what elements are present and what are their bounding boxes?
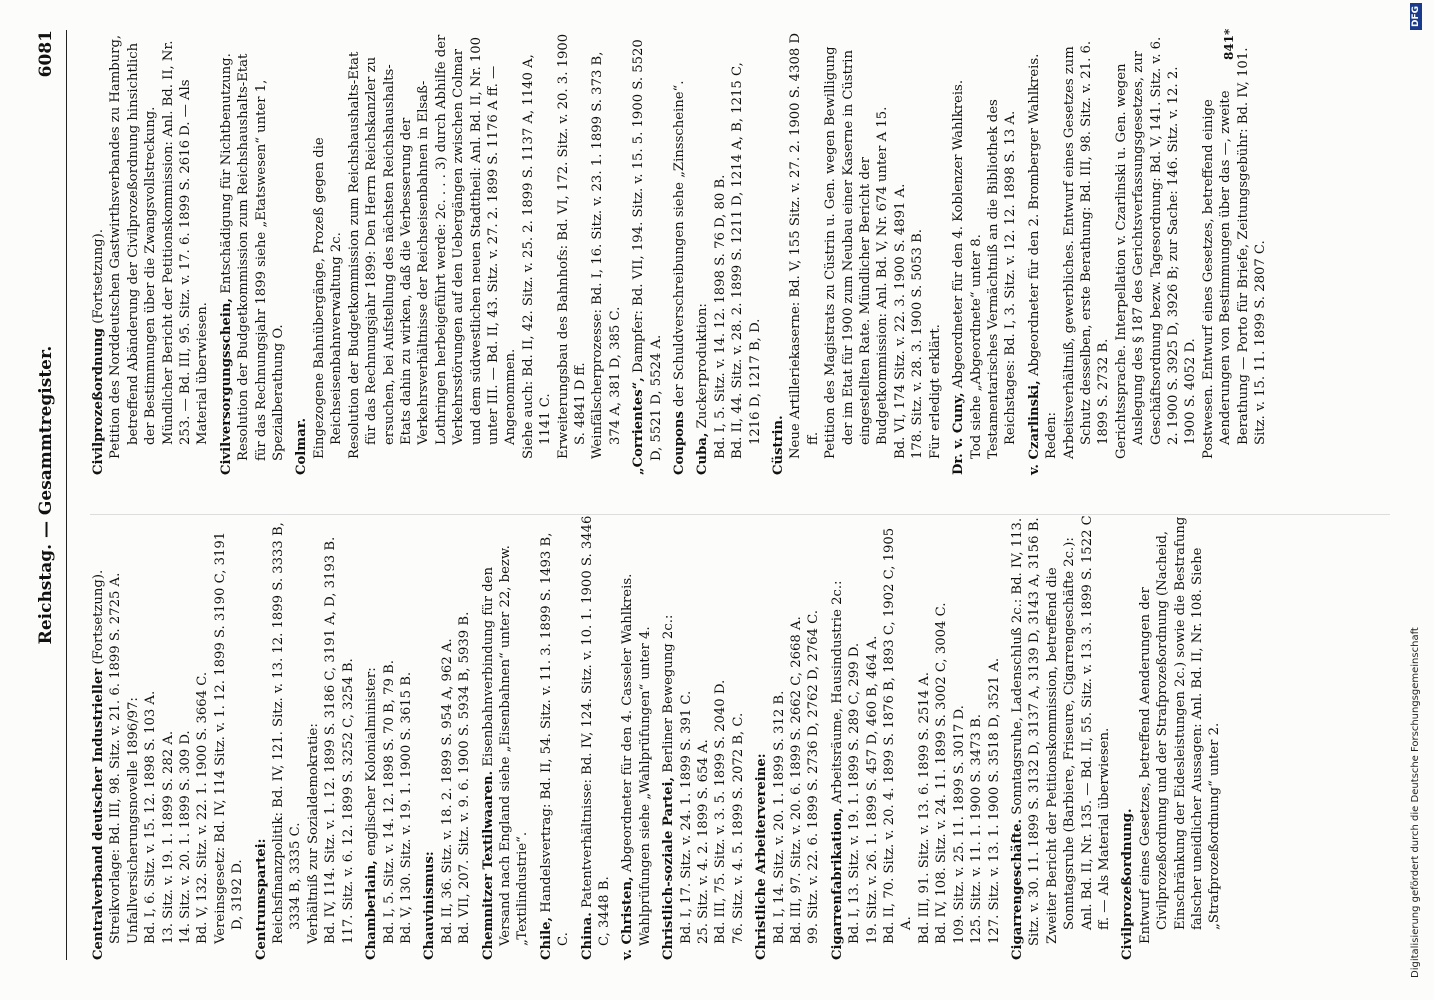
entry-reference: Siehe auch: Bd. II, 42. Sitz. v. 25. 2. 1899 S. 1137 A, 1140 A, 1141 C. [520, 54, 554, 459]
entry-keyword: Christliche Arbeitervereine: [754, 753, 770, 960]
entry-reference: Bd. II, 44. Sitz. v. 28. 2. 1899 S. 1211 D, 1214 A, B, 1215 C, 1216 D, 1217 B, D. [730, 62, 763, 459]
entry-heading-line [630, 30, 665, 475]
entry-keyword: Dr. v. Cuny, [951, 392, 967, 475]
entry-text: Abgeordneter für den 4. Koblenzer Wahlkreis. [951, 79, 967, 393]
entry-text: der Schuldverschreibungen siehe „Zinsscheine“. [672, 80, 687, 412]
entry-heading-line [90, 30, 107, 475]
index-entry [538, 515, 573, 960]
entry-heading-line [829, 515, 846, 960]
entry-reference: Bd. III, 91. Sitz. v. 13. 6. 1899 S. 2514 A. [916, 672, 932, 944]
entry-keyword: Centralverband deutscher Industrieller [91, 668, 106, 960]
entry-text: englischer Kolonialminister: [364, 667, 380, 861]
entry-reference: Bd. V, 130. Sitz. v. 19. 1. 1900 S. 3615 B. [398, 671, 414, 944]
entry-text: (Fortsetzung). [91, 229, 106, 328]
dfg-logo: DFG [1410, 3, 1422, 30]
page-title: Reichstag. — Gesammtregister. [36, 345, 56, 645]
entry-reference: 109. Sitz. v. 25. 11. 1899 S. 3017 D. [951, 705, 967, 944]
entry-keyword: Christlich-soziale Partei, [661, 776, 677, 960]
entry-reference: 25. Sitz. v. 4. 2. 1899 S. 654 A. [696, 739, 711, 944]
entry-reference: Reichsfinanzpolitik: Bd. IV, 121. Sitz. v. 13. 12. 1899 S. 3333 B, 3334 B, 3335 C. [271, 522, 304, 944]
entry-reference: Gerichtssprache. Interpellation v. Czarlinski u. Gen. wegen Auslegung des § 187 des Gerichtsverfassungsgesetzes, zur Geschäftsordnung bezw. Tagesordnung: Bd. V, 141. Sitz. v. 6. 2. 1900 S. 3925 D, 3926 B; zur Sache: 146. Sitz. v. 12. 2. 1900 S. 4052 D. [1113, 36, 1199, 459]
entry-reference: Bd. I, 5. Sitz. v. 14. 12. 1898 S. 70 B, 79 B. [381, 660, 397, 944]
entry-reference: Zweiter Bericht der Petitionskommission, betreffend die Sonntagsruhe (Barbiere, Friseure, Cigarrengeschäfte 2c.): Anl. Bd. II, Nr. 135. — Bd. II, 55. Sitz. v. 13. 3. 1899 S. 1522 C ff. — Als Material überwiesen. [1044, 515, 1112, 944]
entry-text: Entschädigung für Nichtbenutzung. Resolution der Budgetkommission zum Reichshaushalts-Etat für das Rechnungsjahr 1899 siehe „Etatswesen“ unter 1, Spezialberathung O. [218, 53, 287, 461]
entry-reference: Bd. III, 97. Sitz. v. 20. 6. 1899 S. 2662 C, 2668 A. [789, 616, 805, 944]
entry-keyword: Colmar. [294, 417, 310, 475]
entry-reference: Entwurf eines Gesetzes, betreffend Aenderungen der Civilprozeßordnung und der Strafprozeßordnung (Nacheid, Einschränkung der Eidesleistungen 2c.) sowie die Bestrafung falscher uneidlicher Aussagen: Anl. Bd. II, Nr. 108. Siehe „Strafprozeßordnung“ unter 2. [1137, 516, 1223, 944]
entry-reference: Neue Artilleriekaserne: Bd. V, 155 Sitz. v. 27. 2. 1900 S. 4308 D ff. [788, 32, 821, 459]
index-entry [90, 515, 247, 960]
entry-heading-line [770, 30, 787, 475]
entry-keyword: v. Christen, [620, 876, 636, 960]
index-entry [363, 515, 415, 960]
index-entry [253, 515, 357, 960]
entry-keyword: „Corrientes“, [631, 377, 647, 475]
entry-reference: Petition des Norddeutschen Gastwirthsverbandes zu Hamburg, betreffend Abänderung der Civilprozeßordnung hinsichtlich der Bestimmungen über die Zwangsvollstreckung. Mündlicher Bericht der Petitionskommission: Anl. Bd. II, Nr. 253. — Bd. III, 95. Sitz. v. 17. 6. 1899 S. 2616 D. — Als Material überwiesen. [108, 34, 211, 459]
entry-heading-line [253, 515, 270, 960]
entry-reference: Resolution der Budgetkommission zum Reichshaushalts-Etat für das Rechnungsjahr 1899: Den Herrn Reichskanzler zu ersuchen, bei Aufstellung des nächsten Reichshaushalts-Etats dahin zu wirken, daß die Verbesserung der Verkehrsverhältnisse der Reichseisenbahnen in Elsaß-Lothringen herbeigeführt werde: 2c. . . . 3) durch Abhilfe der Verkehrsstörungen auf den Uebergängen zwischen Colmar und dem südwestlichen neuen Stadttheil: Anl. Bd. II, Nr. 100 unter III. — Bd. II, 43. Sitz. v. 27. 2. 1899 S. 1176 A ff. — Angenommen. [346, 34, 519, 459]
entry-reference: Bd. III, 75. Sitz. v. 3. 5. 1899 S. 2040 D. [713, 679, 729, 944]
left-column [90, 515, 1230, 960]
index-entry [619, 515, 654, 960]
entry-text: Patentverhältnisse: Bd. IV, 124. Sitz. v. 10. 1. 1900 S. 3446 C, 3448 B. [579, 515, 612, 946]
entry-keyword: Cuba, [695, 432, 711, 475]
entry-text: Dampfer: Bd. VII, 194. Sitz. v. 15. 5. 1900 S. 5520 D, 5521 D, 5524 A. [631, 39, 664, 461]
right-column [90, 30, 1275, 475]
entry-text: Zuckerproduktion: [695, 303, 711, 433]
index-entry [1119, 515, 1223, 960]
entry-keyword: Centrumspartei: [253, 838, 269, 960]
entry-reference: Weinfälscherprozesse: Bd. I, 16. Sitz. v. 23. 1. 1899 S. 373 B, 374 A, 381 D, 385 C. [590, 51, 623, 459]
entry-heading-line [1119, 515, 1136, 960]
index-entry [950, 30, 1020, 475]
entry-reference: 125. Sitz. v. 11. 1. 1900 S. 3473 B. [969, 714, 985, 944]
entry-keyword: Chemnitzer Textilwaaren. [480, 770, 496, 960]
entry-reference: Streikvorlage: Bd. III, 98. Sitz. v. 21. 6. 1899 S. 2725 A. [108, 572, 124, 944]
entry-reference: Eingezogene Bahnübergänge, Prozeß gegen die Reichseisenbahnverwaltung 2c. [311, 137, 345, 459]
entry-reference: 117. Sitz. v. 6. 12. 1899 S. 3252 C, 3254 B. [340, 658, 356, 944]
entry-keyword: Coupons [672, 411, 687, 475]
entry-heading-line [753, 515, 770, 960]
entry-reference: Unfallversicherungsnovelle 1896/97: [125, 697, 141, 944]
entry-reference: Bd. IV, 114. Sitz. v. 1. 12. 1899 S. 3186 C, 3191 A, D, 3193 B. [323, 536, 339, 944]
entry-reference: 127. Sitz. v. 13. 1. 1900 S. 3518 D, 3521 A. [986, 657, 1002, 944]
index-entry [421, 515, 473, 960]
entry-reference: 99. Sitz. v. 22. 6. 1899 S. 2736 D, 2762 D, 2764 C. [806, 610, 822, 944]
entry-reference: 178. Sitz. v. 28. 3. 1900 S. 5053 B. [910, 229, 926, 459]
entry-keyword: Cüstrin. [771, 415, 787, 475]
funding-note: Digitalisierung gefördert durch die Deutsche Forschungsgemeinschaft [1410, 627, 1421, 978]
entry-reference: Bd. II, 36. Sitz. v. 18. 2. 1899 S. 954 A, 962 A. [439, 638, 455, 944]
page-number: 6081 [36, 30, 56, 78]
entry-text: Abgeordneter für den 4. Casseler Wahlkreis. Wahlprüfungen siehe „Wahlprüfungen“ unter 4. [620, 573, 653, 946]
page-header [30, 30, 67, 960]
entry-reference: Petition des Magistrats zu Cüstrin u. Gen. wegen Bewilligung der im Etat für 1900 zum Neubau einer Kaserne in Cüstrin eingestellten Rate. Mündlicher Bericht der Budgetkommission: Anl. Bd. V, Nr. 674 unter A 15. [823, 46, 891, 459]
entry-keyword: Civilprozeßordnung. [1120, 808, 1136, 960]
entry-reference: Erweiterungsbau des Bahnhofs: Bd. VI, 172. Sitz. v. 20. 3. 1900 S. 4841 D ff. [555, 33, 588, 459]
entry-keyword: Chile, [538, 916, 554, 960]
entry-keyword: Civilversorgungsschein, [218, 297, 234, 475]
entry-reference: Bd. VII, 207. Sitz. v. 9. 6. 1900 S. 5934 B, 5939 B. [457, 611, 473, 944]
entry-text: Arbeitsräume, Hausindustrie 2c.: [829, 580, 845, 808]
entry-text: (Fortsetzung). [91, 569, 106, 669]
entry-reference: Tod siehe „Abgeordnete“ unter 8. [968, 234, 984, 459]
index-entry [694, 30, 764, 475]
entry-heading-line [1009, 515, 1044, 960]
entry-reference: Bd. I, 14. Sitz. v. 20. 1. 1899 S. 312 B. [771, 690, 787, 944]
entry-heading-line [579, 515, 614, 960]
index-entry [770, 30, 944, 475]
entry-heading-line [90, 515, 107, 960]
index-entry [293, 30, 624, 475]
entry-reference: Bd. I, 5. Sitz. v. 14. 12. 1898 S. 76 D, 80 B. [712, 174, 728, 459]
index-entry [90, 30, 212, 475]
entry-reference: Bd. I, 6. Sitz. v. 15. 12. 1898 S. 103 A. [143, 690, 159, 944]
entry-reference: Bd. I, 17. Sitz. v. 24. 1. 1899 S. 391 C. [678, 690, 694, 944]
index-entry [829, 515, 1003, 960]
entry-reference: Bd. I, 13. Sitz. v. 19. 1. 1899 S. 289 C, 299 D. [847, 642, 863, 944]
index-entry [480, 515, 532, 960]
entry-text: Eisenbahnverbindung für den Versand nach England siehe „Eisenbahnen“ unter 22, bezw. „Textilindustrie“. [480, 545, 531, 946]
signature-mark: 841* [1222, 28, 1236, 60]
entry-reference: Bd. V, 132. Sitz. v. 22. 1. 1900 S. 3664 C. [195, 671, 211, 944]
index-entry [630, 30, 665, 475]
entry-heading-line [950, 30, 967, 475]
entry-reference: Für erledigt erklärt. [927, 324, 943, 459]
entry-text: Handelsvertrag: Bd. II, 54. Sitz. v. 11. 3. 1899 S. 1493 B, C. [538, 532, 572, 946]
entry-reference: Verhältniß zur Sozialdemokratie: [305, 723, 321, 944]
entry-keyword: v. Czarlinski, [1026, 380, 1042, 475]
entry-heading-line [671, 30, 688, 475]
entry-keyword: Chauvinismus: [422, 851, 438, 960]
entry-reference: Arbeitsverhältniß, gewerbliches. Entwurf eines Gesetzes zum Schutz desselben, erste Berathung: Bd. III, 98. Sitz. v. 21. 6. 1899 S. 2732 B. [1061, 40, 1112, 459]
entry-heading-line [694, 30, 711, 475]
entry-heading-line [538, 515, 573, 960]
entry-reference: Postwesen. Entwurf eines Gesetzes, betreffend einige Aenderungen von Bestimmungen über das —, zweite Berathung — Porto für Briefe, Zeitungsgebühr: Bd. IV, 101. Sitz. v. 15. 11. 1899 S. 2807 C. [1200, 47, 1268, 459]
entry-keyword: Chamberlain, [364, 860, 380, 960]
entry-heading-line [480, 515, 532, 960]
entry-reference: Bd. VI, 174 Sitz. v. 22. 3. 1900 S. 4891 A. [892, 183, 908, 459]
entry-reference: 19. Sitz. v. 26. 1. 1899 S. 457 D, 460 B, 464 A. [864, 635, 880, 944]
entry-reference: 14. Sitz. v. 20. 1. 1899 S. 309 D. [178, 730, 194, 944]
index-entry [579, 515, 614, 960]
index-entry [1009, 515, 1113, 960]
entry-reference: 13. Sitz. v. 19. 1. 1899 S. 282 A. [160, 730, 176, 944]
index-entry [671, 30, 688, 475]
entry-text: Berliner Bewegung 2c.: [661, 614, 677, 777]
entry-text: Abgeordneter für den 2. Bromberger Wahlkreis. [1026, 53, 1042, 381]
entry-heading-line [293, 30, 310, 475]
entry-keyword: Civilprozeßordnung [91, 327, 106, 475]
entry-reference: Testamentarisches Vermächtniß an die Bibliothek des Reichstages: Bd. I, 3. Sitz. v. 12. 12. 1898 S. 13 A. [985, 99, 1019, 459]
entry-reference: Reden: [1044, 412, 1060, 459]
index-entry [218, 30, 288, 475]
entry-heading-line [660, 515, 677, 960]
entry-reference: Bd. IV, 108. Sitz. v. 24. 11. 1899 S. 3002 C, 3004 C. [934, 602, 950, 944]
entry-reference: Bd. II, 70. Sitz. v. 20. 4. 1899 S. 1876 B, 1893 C, 1902 C, 1905 A. [882, 527, 915, 944]
entry-heading-line [421, 515, 438, 960]
index-entry [660, 515, 747, 960]
entry-heading-line [619, 515, 654, 960]
entry-keyword: Cigarrengeschäfte. [1009, 818, 1025, 960]
index-entry [753, 515, 823, 960]
entry-keyword: Cigarrenfabrikation, [829, 807, 845, 960]
entry-reference: 76. Sitz. v. 4. 5. 1899 S. 2072 B, C. [730, 712, 746, 944]
entry-reference: Vereinsgesetz: Bd. IV, 114 Sitz. v. 1. 12. 1899 S. 3190 C, 3191 D, 3192 D. [212, 531, 246, 944]
entry-heading-line [1026, 30, 1043, 475]
entry-heading-line [363, 515, 380, 960]
index-entry [1026, 30, 1270, 475]
entry-text: Sonntagsruhe, Ladenschluß 2c.: Bd. IV, 113. Sitz. v. 30. 11. 1899 S. 3132 D, 3137 A, 3139 D, 3143 A, 3156 B. [1009, 517, 1043, 946]
entry-keyword: China. [579, 912, 595, 960]
entry-heading-line [218, 30, 288, 475]
